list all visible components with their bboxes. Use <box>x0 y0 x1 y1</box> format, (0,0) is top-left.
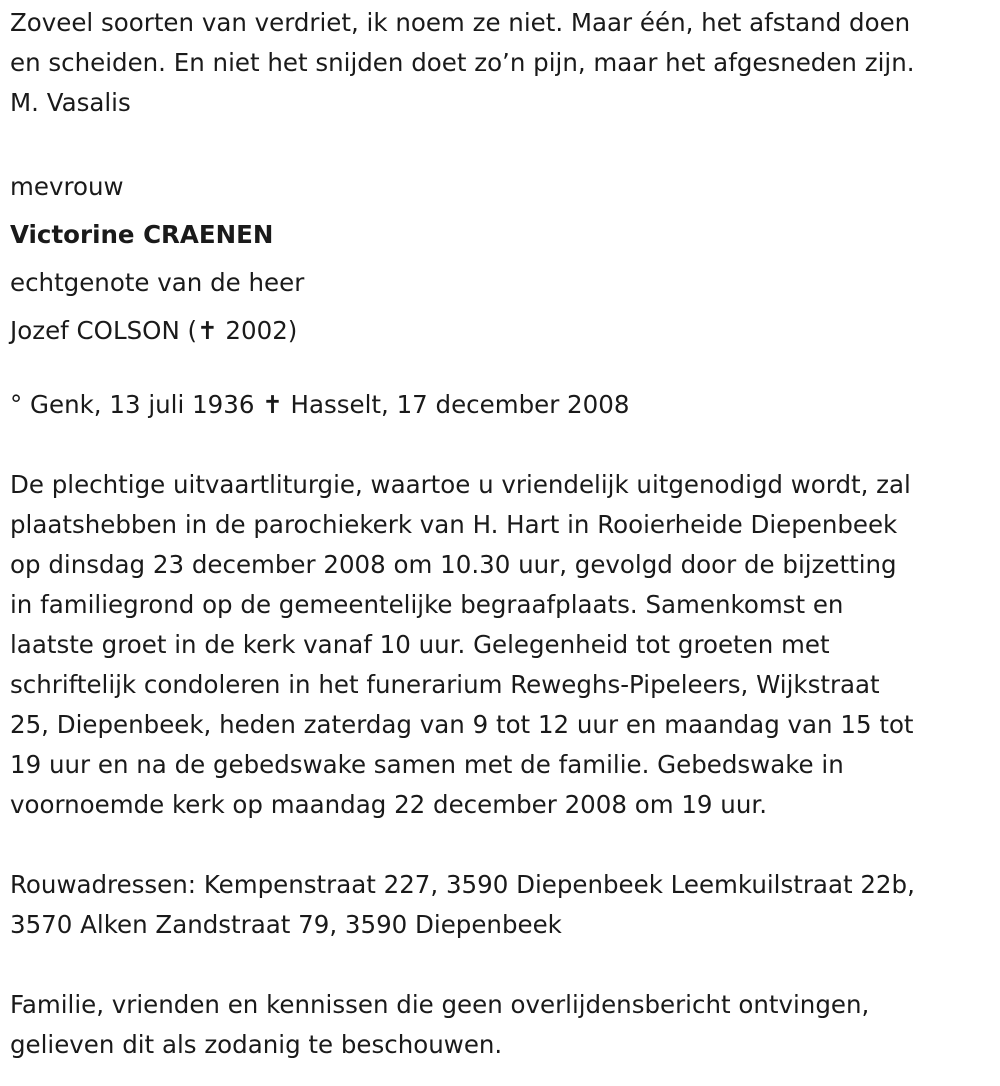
birth-death-dates: ° Genk, 13 juli 1936 ✝ Hasselt, 17 december 2008 <box>10 390 630 419</box>
spacer <box>10 825 995 865</box>
closing-line-2: gelieven dit als zodanig te beschouwen. <box>10 1030 503 1059</box>
deceased-spouse: Jozef COLSON (✝ 2002) <box>10 316 298 345</box>
funeral-info <box>10 465 995 825</box>
deceased-block <box>10 163 995 355</box>
funeral-line: laatste groet in de kerk vanaf 10 uur. Gelegenheid tot groeten met <box>10 630 830 659</box>
spacer <box>10 425 995 465</box>
funeral-line: voornoemde kerk op maandag 22 december 2008 om 19 uur. <box>10 790 767 819</box>
funeral-line: in familiegrond op de gemeentelijke begraafplaats. Samenkomst en <box>10 590 844 619</box>
closing-line-1: Familie, vrienden en kennissen die geen overlijdensbericht ontvingen, <box>10 990 870 1019</box>
funeral-line: op dinsdag 23 december 2008 om 10.30 uur, gevolgd door de bijzetting <box>10 550 897 579</box>
closing-note <box>10 985 995 1065</box>
funeral-line: 19 uur en na de gebedswake samen met de familie. Gebedswake in <box>10 750 844 779</box>
funeral-line: De plechtige uitvaartliturgie, waartoe u vriendelijk uitgenodigd wordt, zal <box>10 470 911 499</box>
funeral-line: plaatshebben in de parochiekerk van H. Hart in Rooierheide Diepenbeek <box>10 510 898 539</box>
obituary-notice <box>10 3 995 1065</box>
deceased-title: mevrouw <box>10 172 124 201</box>
spacer <box>10 123 995 163</box>
deceased-relation: echtgenote van de heer <box>10 268 305 297</box>
quote-block <box>10 3 995 123</box>
address-line-2: 3570 Alken Zandstraat 79, 3590 Diepenbeek <box>10 910 562 939</box>
spacer <box>10 355 995 385</box>
funeral-line: schriftelijk condoleren in het funerarium Reweghs-Pipeleers, Wijkstraat <box>10 670 880 699</box>
quote-line-1: Zoveel soorten van verdriet, ik noem ze niet. Maar één, het afstand doen <box>10 8 911 37</box>
spacer <box>10 945 995 985</box>
funeral-line: 25, Diepenbeek, heden zaterdag van 9 tot 12 uur en maandag van 15 tot <box>10 710 914 739</box>
mourning-addresses <box>10 865 995 945</box>
deceased-name: Victorine CRAENEN <box>10 220 274 249</box>
quote-line-2: en scheiden. En niet het snijden doet zo’n pijn, maar het afgesneden zijn. <box>10 48 915 77</box>
quote-author: M. Vasalis <box>10 88 131 117</box>
address-line-1: Rouwadressen: Kempenstraat 227, 3590 Diepenbeek Leemkuilstraat 22b, <box>10 870 915 899</box>
